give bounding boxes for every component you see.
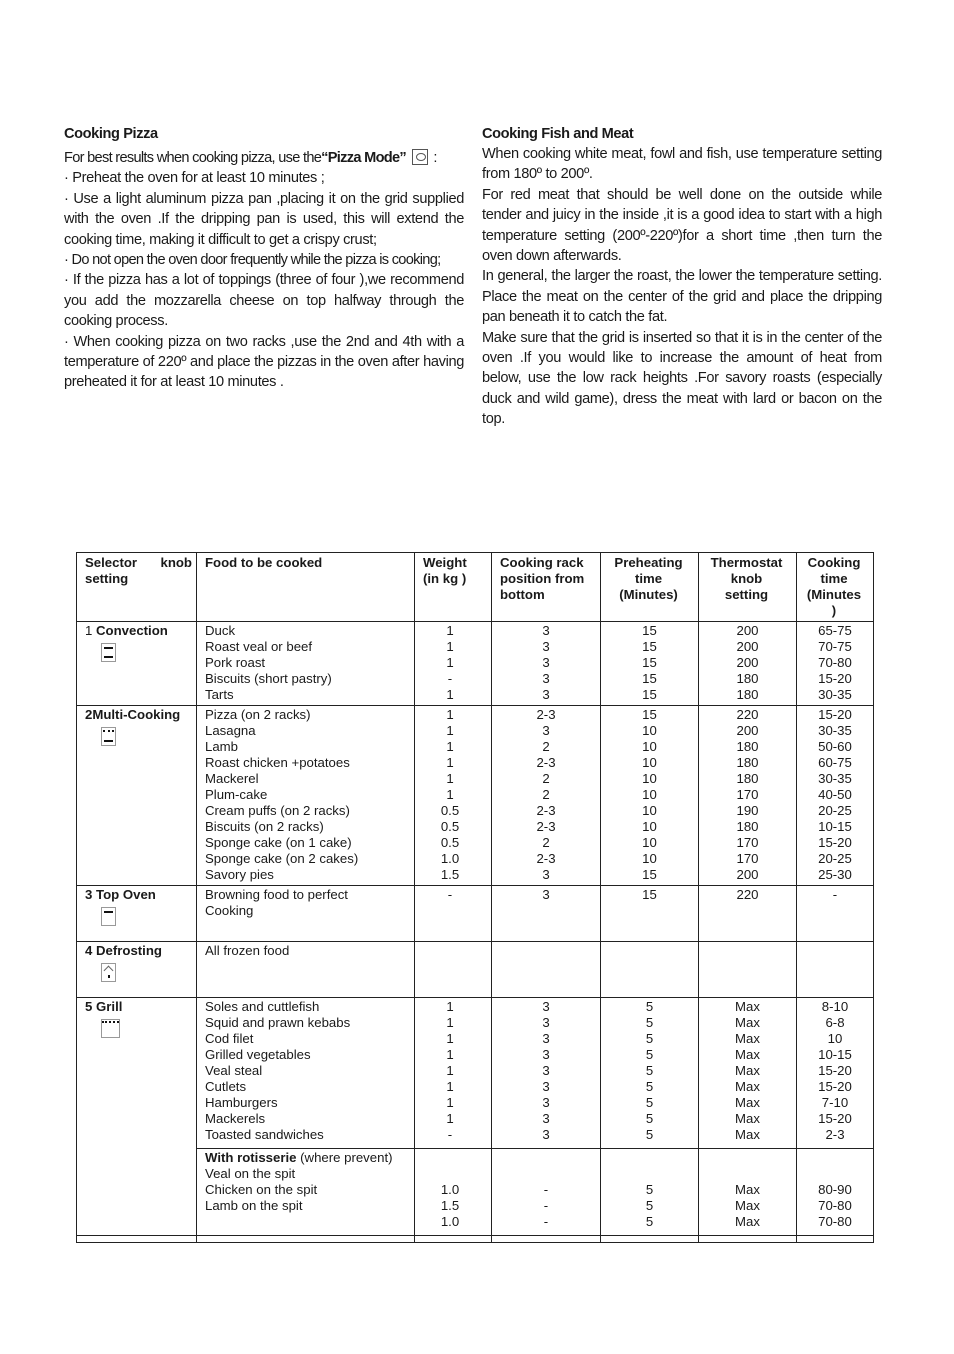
cell-value: 5 [645,1079,654,1094]
cell-value: All frozen food [205,943,290,958]
cell-value: Veal steal [205,1063,263,1078]
cell-value: 10 [642,803,657,818]
cell-value: - [543,1182,549,1197]
cell-value: 220 [736,887,759,902]
fish-meat-section [482,124,882,430]
food-cell [197,706,415,886]
cell-value: 15 [642,623,657,638]
cell-value: 10 [642,723,657,738]
table-row-rotisserie [77,1149,874,1236]
cell-value: 1 [446,623,454,638]
cell-value: 3 [542,655,550,670]
fish-meat-paragraph: In general, the larger the roast, the lower the temperature setting. Place the meat on the center of the grid and place the dripping pan beneath it to catch the fat. [482,268,882,326]
cell-value: 50-60 [818,739,852,754]
cell-value: 25-30 [818,867,852,882]
cell-value: 70-75 [818,639,852,654]
weight-cell [415,1149,492,1236]
cell-value: Browning food to perfect [205,887,348,902]
cell-value: Tarts [205,687,234,702]
cell-value: 220 [736,707,759,722]
defrosting-icon [101,963,116,982]
table-row [77,886,874,942]
cooking-time-cell [797,1149,874,1236]
cell-value: 1 [446,723,454,738]
weight-cell [415,886,492,942]
cell-value: 15 [642,887,657,902]
cell-value: 3 [542,1047,550,1062]
mode-number: 5 [85,999,93,1014]
cell-value: 5 [645,1015,654,1030]
cell-value: Mackerels [205,1111,266,1126]
cell-value: 5 [645,1063,654,1078]
cell-value: 180 [736,739,759,754]
cell-value: 10-15 [818,1047,852,1062]
header-weight: Weight (in kg ) [415,553,492,622]
rotisserie-note: (where prevent) [296,1150,393,1165]
table-trailing-row [77,1236,874,1243]
cell-value: Biscuits (on 2 racks) [205,819,324,834]
cooking-time-cell [797,942,874,998]
fish-meat-paragraph: When cooking white meat, fowl and fish, use temperature setting from 180º to 200º. [482,146,882,183]
cell-value: 3 [542,723,550,738]
cooking-time-cell [797,886,874,942]
rack-cell [492,706,601,886]
thermostat-cell [699,622,797,706]
cell-value: 10 [827,1031,843,1046]
cooking-time-cell [797,998,874,1149]
cell-value: 1.0 [440,1214,460,1229]
cell-value: 5 [645,1031,654,1046]
table-header-row [77,553,874,622]
preheat-cell [601,706,699,886]
cell-value: 170 [736,787,759,802]
cell-value: 10 [642,819,657,834]
cell-value: 30-35 [818,771,852,786]
cell-value: 5 [645,1198,654,1213]
cell-value: 3 [542,1095,550,1110]
cell-value: 1 [446,771,454,786]
cell-value: 180 [736,687,759,702]
mode-number: 4 [85,943,93,958]
cell-value: - [832,887,838,902]
cell-value: 2-3 [536,755,556,770]
cell-value: 10 [642,739,657,754]
cell-value: Pizza (on 2 racks) [205,707,311,722]
cell-value: 5 [645,1214,654,1229]
header-rack: Cooking rack position from bottom [492,553,601,622]
weight-cell [415,622,492,706]
cell-value: 0.5 [440,819,460,834]
cell-value: 1 [446,1095,454,1110]
cell-value: 1.0 [440,1182,460,1197]
cell-value: 3 [542,887,550,902]
cell-value: 65-75 [818,623,852,638]
cell-value: 200 [736,623,759,638]
cell-value: 170 [736,851,759,866]
thermostat-cell [699,886,797,942]
header-thermostat: Thermostat knob setting [699,553,797,622]
table-row [77,998,874,1149]
thermostat-cell [699,706,797,886]
fish-meat-paragraph: Make sure that the grid is inserted so that it is in the center of the oven .If you would like to increase the amount of heat from below, use the low rack heights .For savory roasts (especially duck and wild game), dress the meat with lard or bacon on the top. [482,329,882,428]
thermostat-cell [699,942,797,998]
multi-cooking-icon [101,727,116,746]
pizza-bullet: · Preheat the oven for at least 10 minutes ; [64,170,325,187]
rotisserie-label: With rotisserie [205,1150,297,1165]
cell-value: 1 [446,687,454,702]
cell-value: Max [735,1063,760,1078]
cell-value: 10-15 [818,819,852,834]
cell-value: 15-20 [818,671,852,686]
cell-value: 1.5 [440,1198,460,1213]
cell-value: Cutlets [205,1079,247,1094]
cell-value: 200 [736,655,759,670]
pizza-bullet: · If the pizza has a lot of toppings (three of four ),we recommend you add the mozzarella cheese on top halfway through the cooking process. [64,272,464,330]
cell-value: Duck [205,623,236,638]
cell-value: Max [735,1214,760,1229]
header-cooking-time: Cooking time (Minutes ) [797,553,874,622]
cell-value: 30-35 [818,723,852,738]
cell-value: 180 [736,819,759,834]
cell-value: 8-10 [821,999,849,1014]
cell-value: Squid and prawn kebabs [205,1015,351,1030]
thermostat-cell [699,998,797,1149]
cell-value: Toasted sandwiches [205,1127,324,1142]
cell-value: 1 [446,1079,454,1094]
cell-value: - [447,887,453,902]
selector-cell [77,706,197,886]
pizza-section-title: Cooking Pizza [64,126,158,142]
cell-value: Max [735,1047,760,1062]
grill-icon [101,1019,120,1038]
cell-value: 1 [446,739,454,754]
cell-value: 70-80 [818,1198,852,1213]
cell-value: Max [735,1182,760,1197]
cell-value: Grilled vegetables [205,1047,311,1062]
cell-value: - [447,671,453,686]
table-row [77,622,874,706]
cell-value: 3 [542,671,550,686]
food-cell [197,1149,415,1236]
rack-cell [492,942,601,998]
cell-value: 15 [642,639,657,654]
cell-value: Cream puffs (on 2 racks) [205,803,350,818]
cell-value: 10 [642,755,657,770]
cell-value: 80-90 [818,1182,852,1197]
convection-icon [101,643,116,662]
weight-cell [415,998,492,1149]
cell-value: 20-25 [818,803,852,818]
mode-number: 3 [85,887,93,902]
cell-value: Lasagna [205,723,256,738]
cell-value: 15-20 [818,1111,852,1126]
cell-value: Sponge cake (on 1 cake) [205,835,352,850]
cell-value: Roast veal or beef [205,639,313,654]
mode-number: 2 [85,707,93,722]
cell-value: 180 [736,671,759,686]
cell-value: 190 [736,803,759,818]
cell-value: Max [735,1015,760,1030]
preheat-cell [601,1149,699,1236]
preheat-cell [601,886,699,942]
cell-value: 70-80 [818,655,852,670]
cell-value: 5 [645,1111,654,1126]
fish-meat-paragraph: For red meat that should be well done on the outside while tender and juicy in the inside ,it is a good idea to start with a high temperature setting (200º-220º)for a short time ,then turn the oven down afterwards. [482,186,882,265]
cell-value: Roast chicken +potatoes [205,755,350,770]
cooking-time-cell [797,706,874,886]
cell-value: Veal on the spit [205,1166,296,1181]
mode-name: Grill [96,999,123,1014]
cell-value: 1 [446,755,454,770]
cell-value: Lamb [205,739,238,754]
cell-value: 1 [446,707,454,722]
cell-value: - [447,1127,453,1142]
selector-cell [77,1149,197,1236]
cell-value: 1 [446,1047,454,1062]
cell-value: 1 [446,999,454,1014]
cell-value: 1 [446,639,454,654]
cell-value: - [543,1214,549,1229]
cell-value: 3 [542,1031,550,1046]
food-cell [197,886,415,942]
cell-value: 3 [542,1079,550,1094]
cell-value: Chicken on the spit [205,1182,318,1197]
cell-value: 200 [736,723,759,738]
pizza-mode-label: “Pizza Mode” [321,150,407,166]
pizza-bullet: · Use a light aluminum pizza pan ,placing it on the grid supplied with the oven .If the dripping pan is used, this will extend the cooking time, making it difficult to get a crispy crust; [64,190,464,248]
cell-value: 1 [446,1111,454,1126]
cell-value: 3 [542,867,550,882]
cell-value: 5 [645,1182,654,1197]
pizza-bullet: · Do not open the oven door frequently while the pizza is cooking; [64,252,441,269]
cell-value: 60-75 [818,755,852,770]
cell-value: 2 [542,835,550,850]
cell-value: 1 [446,655,454,670]
mode-number: 1 [85,623,93,638]
pizza-bullet: · When cooking pizza on two racks ,use the 2nd and 4th with a temperature of 220º and place the pizzas in the oven after having preheated it for at least 10 minutes . [64,333,464,391]
cell-value: Sponge cake (on 2 cakes) [205,851,359,866]
cell-value: 2 [542,739,550,754]
cell-value: 1 [446,1031,454,1046]
cell-value: 20-25 [818,851,852,866]
food-cell [197,998,415,1149]
cell-value: Max [735,1095,760,1110]
mode-name: Multi-Cooking [92,707,181,722]
cell-value: 3 [542,1111,550,1126]
cell-value: 180 [736,755,759,770]
cell-value: Plum-cake [205,787,268,802]
mode-name: Top Oven [96,887,156,902]
rack-cell [492,998,601,1149]
cell-value: 15-20 [818,707,852,722]
table-row [77,942,874,998]
pizza-intro-suffix: : [433,150,437,166]
cell-value: Pork roast [205,655,266,670]
cell-value: 3 [542,1063,550,1078]
cell-value: 1.5 [440,867,460,882]
cooking-table [76,552,874,1243]
preheat-cell [601,942,699,998]
cell-value: Max [735,999,760,1014]
rack-cell [492,1149,601,1236]
cell-value: Hamburgers [205,1095,278,1110]
header-selector: Selector knob setting [77,553,197,622]
cell-value: Cod filet [205,1031,254,1046]
cell-value: 2-3 [536,819,556,834]
cell-value: 3 [542,639,550,654]
mode-name: Convection [96,623,168,638]
cell-value: 7-10 [821,1095,849,1110]
cell-value: 10 [642,771,657,786]
food-cell [197,622,415,706]
preheat-cell [601,998,699,1149]
cell-value: - [543,1198,549,1213]
cell-value: 3 [542,623,550,638]
cell-value: 5 [645,1127,654,1142]
rack-cell [492,886,601,942]
cell-value: 15-20 [818,1079,852,1094]
cell-value: 200 [736,639,759,654]
cell-value: 10 [642,835,657,850]
pizza-section [64,124,464,393]
pizza-intro [64,148,464,168]
cell-value: 5 [645,999,654,1014]
fish-meat-section-title: Cooking Fish and Meat [482,126,634,142]
cell-value: Mackerel [205,771,259,786]
cell-value: 200 [736,867,759,882]
table-row [77,706,874,886]
header-preheat: Preheating time (Minutes) [601,553,699,622]
cell-value: 2-3 [825,1127,845,1142]
cell-value: 0.5 [440,803,460,818]
selector-cell [77,998,197,1149]
cell-value: 2-3 [536,803,556,818]
cell-value: Lamb on the spit [205,1198,303,1213]
thermostat-cell [699,1149,797,1236]
cell-value: 1 [446,1063,454,1078]
cell-value: 3 [542,999,550,1014]
top-oven-icon [101,907,116,926]
rack-cell [492,622,601,706]
cell-value: 30-35 [818,687,852,702]
cell-value: 2 [542,787,550,802]
pizza-mode-icon [412,149,428,165]
cell-value: 15 [642,707,657,722]
header-food: Food to be cooked [197,553,415,622]
cell-value: 3 [542,1127,550,1142]
cooking-time-cell [797,622,874,706]
selector-cell [77,622,197,706]
cell-value: 10 [642,787,657,802]
cell-value: Max [735,1031,760,1046]
cell-value: 40-50 [818,787,852,802]
cell-value: 3 [542,1015,550,1030]
preheat-cell [601,622,699,706]
cell-value: Soles and cuttlefish [205,999,320,1014]
cell-value: 15-20 [818,1063,852,1078]
weight-cell [415,706,492,886]
cell-value: 170 [736,835,759,850]
cell-value: 2-3 [536,851,556,866]
selector-cell [77,942,197,998]
cell-value: Max [735,1079,760,1094]
cell-value: Max [735,1198,760,1213]
cell-value: 15 [642,867,657,882]
cell-value: 5 [645,1095,654,1110]
cell-value: 15 [642,655,657,670]
cell-value: 15 [642,687,657,702]
cell-value: 15 [642,671,657,686]
selector-cell [77,886,197,942]
pizza-intro-prefix: For best results when cooking pizza, use the [64,150,322,166]
cell-value: 2-3 [536,707,556,722]
cell-value: 1.0 [440,851,460,866]
cell-value: 6-8 [825,1015,845,1030]
cell-value: 0.5 [440,835,460,850]
cell-value: Max [735,1127,760,1142]
food-cell [197,942,415,998]
cell-value: 1 [446,1015,454,1030]
cell-value: 70-80 [818,1214,852,1229]
cell-value: Biscuits (short pastry) [205,671,332,686]
cell-value: Cooking [205,903,254,918]
cell-value: 5 [645,1047,654,1062]
cell-value: Savory pies [205,867,274,882]
weight-cell [415,942,492,998]
cell-value: 3 [542,687,550,702]
mode-name: Defrosting [96,943,162,958]
cell-value: 10 [642,851,657,866]
cell-value: 180 [736,771,759,786]
cell-value: 1 [446,787,454,802]
cell-value: Max [735,1111,760,1126]
cell-value: 15-20 [818,835,852,850]
cell-value: 2 [542,771,550,786]
